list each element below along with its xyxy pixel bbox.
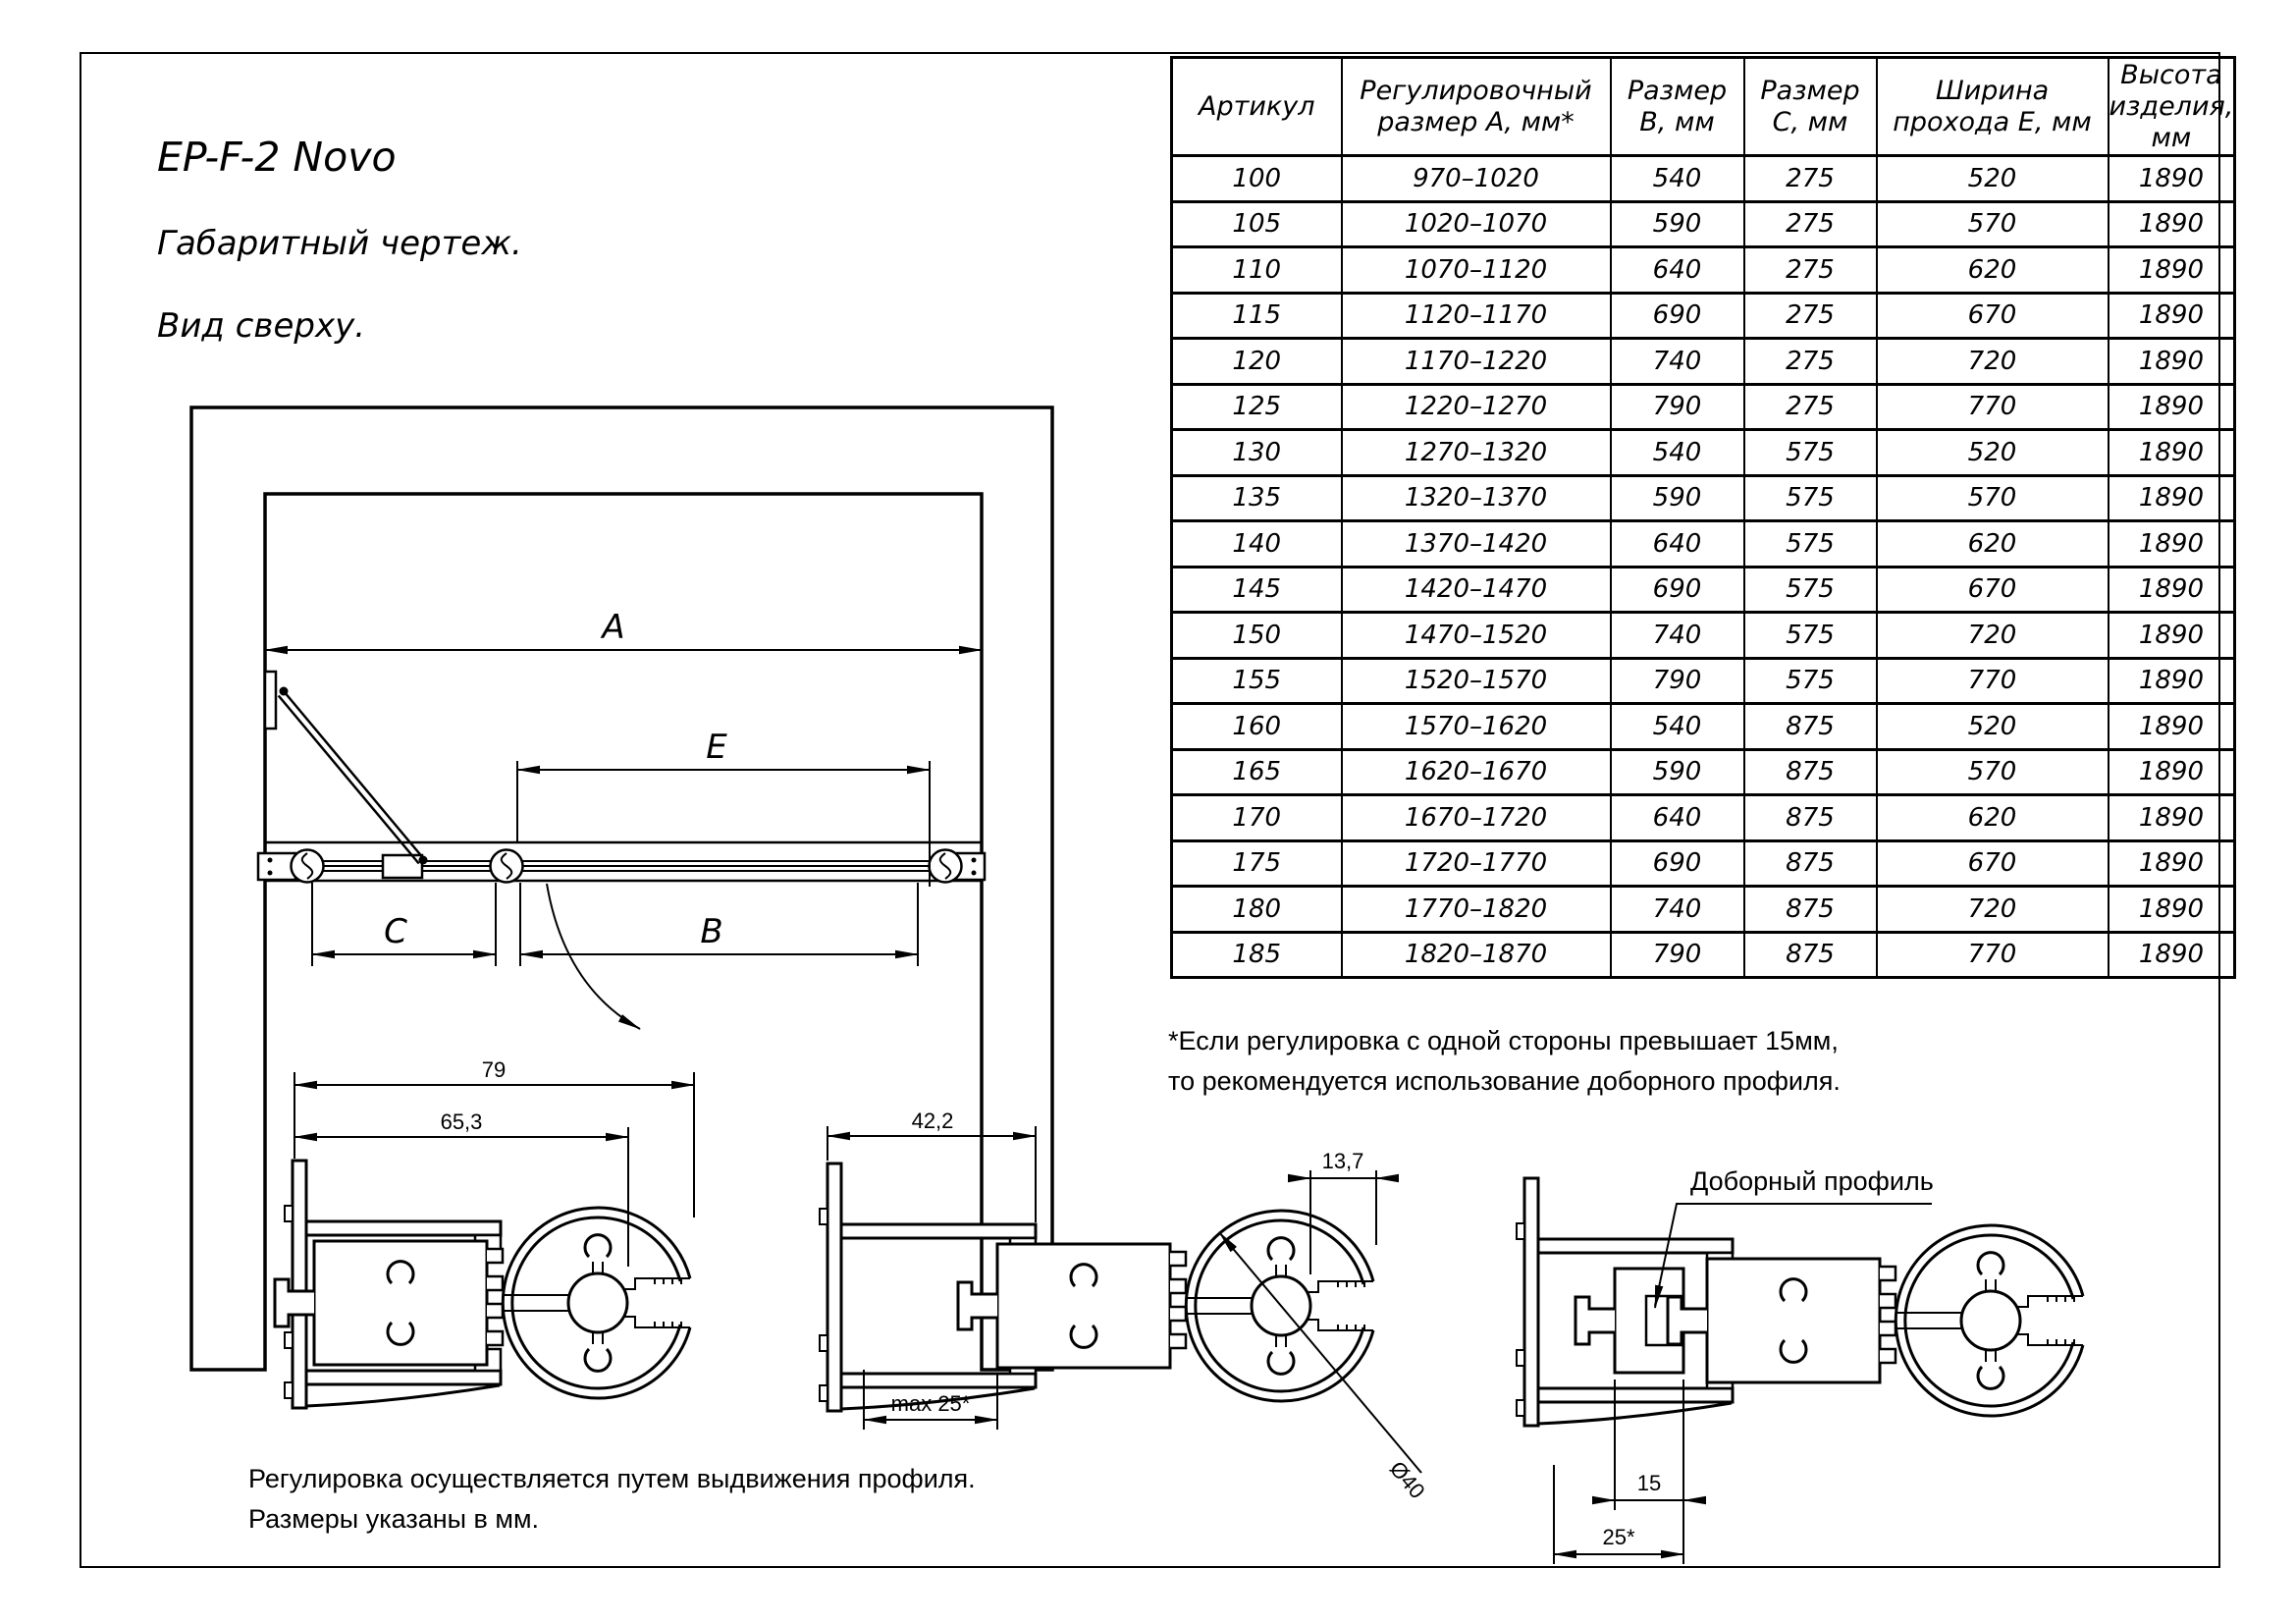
table-cell: 1070–1120 (1342, 247, 1611, 294)
table-cell: 520 (1877, 430, 2109, 476)
table-cell: 875 (1744, 887, 1877, 933)
adjustment-note-line2: Размеры указаны в мм. (248, 1504, 540, 1534)
table-cell: 575 (1744, 521, 1877, 568)
table-cell: 120 (1172, 339, 1342, 385)
table-cell: 875 (1744, 749, 1877, 795)
table-cell: 720 (1877, 613, 2109, 659)
table-cell: 1890 (2109, 840, 2235, 887)
dim-42-label: 42,2 (911, 1109, 954, 1133)
table-cell: 105 (1172, 201, 1342, 247)
table-cell: 590 (1611, 749, 1744, 795)
table-cell: 1570–1620 (1342, 704, 1611, 750)
table-cell: 970–1020 (1342, 156, 1611, 202)
table-cell: 1890 (2109, 339, 2235, 385)
dim-dia40-label: Ø40 (1384, 1456, 1430, 1504)
adjustment-note-line1: Регулировка осуществляется путем выдвижения профиля. (248, 1464, 976, 1493)
table-cell: 1890 (2109, 704, 2235, 750)
table-cell: 740 (1611, 613, 1744, 659)
table-cell: 1220–1270 (1342, 384, 1611, 430)
table-cell: 790 (1611, 384, 1744, 430)
table-cell: 140 (1172, 521, 1342, 568)
dimension-c (312, 883, 496, 966)
table-cell: 790 (1611, 658, 1744, 704)
table-cell: 1890 (2109, 521, 2235, 568)
table-cell: 690 (1611, 840, 1744, 887)
footnote-line2: то рекомендуется использование доборного профиля. (1168, 1066, 1841, 1096)
table-cell: 875 (1744, 932, 1877, 978)
table-cell: 640 (1611, 521, 1744, 568)
table-cell: 1890 (2109, 749, 2235, 795)
table-cell: 275 (1744, 293, 1877, 339)
table-cell: 570 (1877, 201, 2109, 247)
table-cell: 670 (1877, 293, 2109, 339)
table-cell: 275 (1744, 339, 1877, 385)
table-cell: 135 (1172, 475, 1342, 521)
col-header-size-b: Размер В, мм (1611, 58, 1744, 156)
table-cell: 570 (1877, 749, 2109, 795)
detail-profile-retracted (275, 1057, 694, 1408)
table-cell: 1890 (2109, 475, 2235, 521)
table-cell: 170 (1172, 795, 1342, 841)
dim-max25-label: max 25* (890, 1391, 971, 1416)
table-cell: 790 (1611, 932, 1744, 978)
table-cell: 1890 (2109, 247, 2235, 294)
table-cell: 1890 (2109, 932, 2235, 978)
table-cell: 1770–1820 (1342, 887, 1611, 933)
col-header-article: Артикул (1172, 58, 1342, 156)
table-cell: 1420–1470 (1342, 567, 1611, 613)
table-cell: 165 (1172, 749, 1342, 795)
dim-25-label: 25* (1602, 1525, 1635, 1549)
table-cell: 540 (1611, 704, 1744, 750)
table-cell: 575 (1744, 430, 1877, 476)
table-cell: 150 (1172, 613, 1342, 659)
drawing-subtitle: Габаритный чертеж. (157, 224, 522, 263)
drawing-title: EP-F-2 Novo (157, 134, 397, 181)
detail-callout-arrow (547, 884, 640, 1029)
table-cell: 1890 (2109, 430, 2235, 476)
door-rail (258, 842, 985, 883)
table-cell: 740 (1611, 339, 1744, 385)
col-header-pass-width: Ширина прохода Е, мм (1877, 58, 2109, 156)
table-cell: 275 (1744, 201, 1877, 247)
table-cell: 590 (1611, 201, 1744, 247)
dim-13-label: 13,7 (1321, 1149, 1364, 1173)
table-cell: 175 (1172, 840, 1342, 887)
table-cell: 1890 (2109, 658, 2235, 704)
roller-right (930, 850, 962, 883)
table-cell: 875 (1744, 795, 1877, 841)
table-cell: 520 (1877, 704, 2109, 750)
table-cell: 1890 (2109, 567, 2235, 613)
table-cell: 690 (1611, 567, 1744, 613)
table-cell: 690 (1611, 293, 1744, 339)
table-cell: 1720–1770 (1342, 840, 1611, 887)
table-cell: 670 (1877, 567, 2109, 613)
table-cell: 275 (1744, 247, 1877, 294)
table-cell: 520 (1877, 156, 2109, 202)
table-cell: 575 (1744, 567, 1877, 613)
table-cell: 1890 (2109, 156, 2235, 202)
table-cell: 130 (1172, 430, 1342, 476)
col-header-size-c: Размер С, мм (1744, 58, 1877, 156)
dimension-b (520, 883, 918, 966)
table-cell: 670 (1877, 840, 2109, 887)
table-cell: 185 (1172, 932, 1342, 978)
table-cell: 1890 (2109, 887, 2235, 933)
table-cell: 1470–1520 (1342, 613, 1611, 659)
dim-c-label: C (384, 912, 407, 951)
table-cell: 720 (1877, 339, 2109, 385)
col-header-height: Высота изделия, мм (2109, 58, 2235, 156)
extension-profile-label: Доборный профиль (1690, 1166, 1934, 1196)
dim-65-label: 65,3 (440, 1109, 483, 1134)
footnote-line1: *Если регулировка с одной стороны превышает 15мм, (1168, 1026, 1839, 1055)
roller-left (292, 850, 324, 883)
roller-middle (491, 850, 523, 883)
table-cell: 1890 (2109, 293, 2235, 339)
drawing-view-label: Вид сверху. (157, 306, 366, 346)
table-cell: 1370–1420 (1342, 521, 1611, 568)
table-cell: 590 (1611, 475, 1744, 521)
col-header-size-a: Регулировочный размер А, мм* (1342, 58, 1611, 156)
table-cell: 115 (1172, 293, 1342, 339)
table-cell: 1890 (2109, 613, 2235, 659)
table-cell: 1890 (2109, 384, 2235, 430)
table-cell: 275 (1744, 384, 1877, 430)
table-cell: 155 (1172, 658, 1342, 704)
detail2-dim-42 (828, 1109, 1036, 1222)
dimension-a (265, 608, 982, 650)
table-cell: 770 (1877, 932, 2109, 978)
table-cell: 620 (1877, 795, 2109, 841)
table-cell: 875 (1744, 704, 1877, 750)
table-cell: 1120–1170 (1342, 293, 1611, 339)
support-strut (265, 672, 428, 865)
table-cell: 570 (1877, 475, 2109, 521)
table-cell: 1320–1370 (1342, 475, 1611, 521)
table-cell: 1890 (2109, 795, 2235, 841)
table-cell: 875 (1744, 840, 1877, 887)
dim-a-label: A (602, 608, 625, 647)
table-cell: 1520–1570 (1342, 658, 1611, 704)
table-cell: 640 (1611, 795, 1744, 841)
table-cell: 125 (1172, 384, 1342, 430)
dimension-e (517, 728, 930, 887)
table-cell: 620 (1877, 247, 2109, 294)
table-cell: 160 (1172, 704, 1342, 750)
dim-15-label: 15 (1636, 1471, 1662, 1495)
table-cell: 1020–1070 (1342, 201, 1611, 247)
table-cell: 720 (1877, 887, 2109, 933)
table-cell: 540 (1611, 156, 1744, 202)
table-cell: 740 (1611, 887, 1744, 933)
table-cell: 100 (1172, 156, 1342, 202)
dim-79-label: 79 (481, 1057, 507, 1082)
table-cell: 1620–1670 (1342, 749, 1611, 795)
table-cell: 640 (1611, 247, 1744, 294)
table-cell: 620 (1877, 521, 2109, 568)
table-cell: 1890 (2109, 201, 2235, 247)
table-cell: 575 (1744, 658, 1877, 704)
table-cell: 180 (1172, 887, 1342, 933)
table-cell: 1270–1320 (1342, 430, 1611, 476)
table-cell: 1820–1870 (1342, 932, 1611, 978)
table-cell: 145 (1172, 567, 1342, 613)
detail-profile-with-extension (1517, 1166, 2083, 1564)
table-cell: 770 (1877, 384, 2109, 430)
table-cell: 770 (1877, 658, 2109, 704)
dim-b-label: B (700, 912, 723, 951)
table-cell: 275 (1744, 156, 1877, 202)
table-cell: 575 (1744, 613, 1877, 659)
table-cell: 110 (1172, 247, 1342, 294)
detail-profile-extended (820, 1109, 1430, 1503)
detail3-dim-25 (1554, 1465, 1683, 1564)
table-cell: 575 (1744, 475, 1877, 521)
table-cell: 1670–1720 (1342, 795, 1611, 841)
dim-e-label: E (706, 728, 727, 767)
table-cell: 1170–1220 (1342, 339, 1611, 385)
table-cell: 540 (1611, 430, 1744, 476)
